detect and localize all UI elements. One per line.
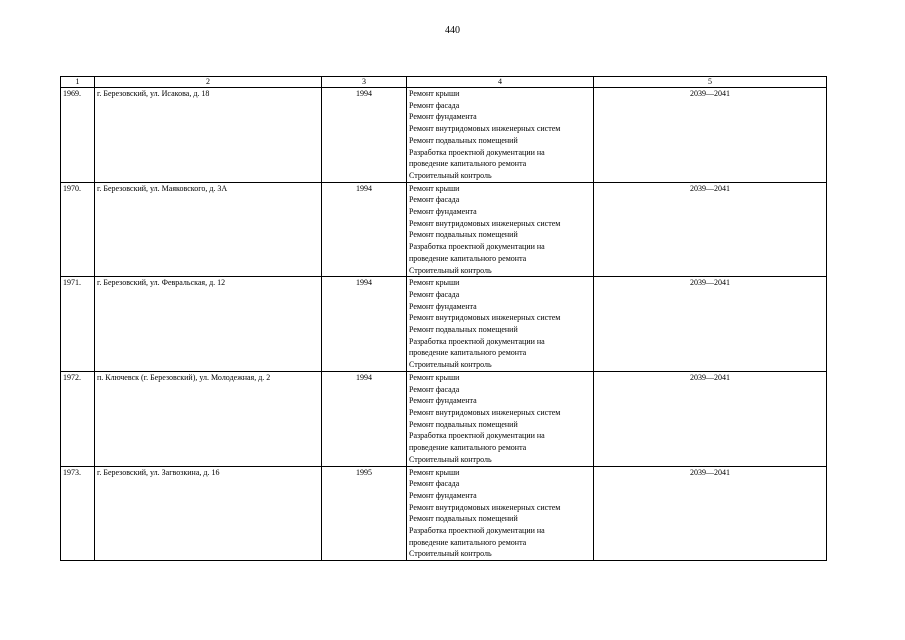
header-row xyxy=(61,77,827,88)
work-item: Ремонт фасада xyxy=(409,289,460,299)
work-item: Ремонт фундамента xyxy=(409,396,477,406)
year-cell: 1994 xyxy=(322,277,407,372)
work-item: Разработка проектной документации на xyxy=(409,147,545,157)
works-cell xyxy=(407,466,594,561)
column-header: 2 xyxy=(95,77,322,88)
work-item: Разработка проектной документации на xyxy=(409,336,545,346)
address-cell: г. Березовский, ул. Загвозкина, д. 16 xyxy=(95,466,322,561)
work-item: Ремонт фасада xyxy=(409,384,460,394)
year-cell: 1994 xyxy=(322,182,407,277)
work-item: Строительный контроль xyxy=(409,170,492,180)
address-cell: г. Березовский, ул. Исакова, д. 18 xyxy=(95,88,322,183)
work-item: Ремонт крыши xyxy=(409,372,460,382)
year-cell: 1994 xyxy=(322,88,407,183)
column-header: 4 xyxy=(407,77,594,88)
table-body xyxy=(61,88,827,561)
table-row xyxy=(61,277,827,372)
work-item: Ремонт внутридомовых инженерных систем xyxy=(409,124,561,134)
table-row xyxy=(61,182,827,277)
work-item: Ремонт фасада xyxy=(409,100,460,110)
page-number: 440 xyxy=(445,25,460,36)
address-cell: п. Ключевск (г. Березовский), ул. Молодежная, д. 2 xyxy=(95,371,322,466)
work-item: Строительный контроль xyxy=(409,454,492,464)
works-cell xyxy=(407,182,594,277)
table-row xyxy=(61,371,827,466)
work-item: проведение капитального ремонта xyxy=(409,443,527,453)
work-item: Ремонт фундамента xyxy=(409,301,477,311)
row-number-cell: 1970. xyxy=(61,182,95,277)
work-item: Ремонт фасада xyxy=(409,479,460,489)
work-item: Ремонт внутридомовых инженерных систем xyxy=(409,407,561,417)
work-item: Разработка проектной документации на xyxy=(409,526,545,536)
work-item: проведение капитального ремонта xyxy=(409,537,527,547)
work-item: Разработка проектной документации на xyxy=(409,431,545,441)
row-number-cell: 1971. xyxy=(61,277,95,372)
period-cell: 2039—2041 xyxy=(594,277,827,372)
work-item: Разработка проектной документации на xyxy=(409,242,545,252)
repair-schedule-table xyxy=(60,76,827,561)
row-number-cell: 1972. xyxy=(61,371,95,466)
work-item: Ремонт фасада xyxy=(409,195,460,205)
work-item: Ремонт крыши xyxy=(409,183,460,193)
work-item: Ремонт крыши xyxy=(409,278,460,288)
work-item: Строительный контроль xyxy=(409,265,492,275)
year-cell: 1995 xyxy=(322,466,407,561)
work-item: Ремонт внутридомовых инженерных систем xyxy=(409,502,561,512)
row-number-cell: 1973. xyxy=(61,466,95,561)
address-cell: г. Березовский, ул. Маяковского, д. 3А xyxy=(95,182,322,277)
work-item: Ремонт подвальных помещений xyxy=(409,325,518,335)
work-item: Ремонт внутридомовых инженерных систем xyxy=(409,313,561,323)
works-cell xyxy=(407,277,594,372)
column-header: 3 xyxy=(322,77,407,88)
work-item: Ремонт подвальных помещений xyxy=(409,514,518,524)
year-cell: 1994 xyxy=(322,371,407,466)
work-item: Ремонт подвальных помещений xyxy=(409,230,518,240)
period-cell: 2039—2041 xyxy=(594,182,827,277)
works-cell xyxy=(407,88,594,183)
column-header: 5 xyxy=(594,77,827,88)
work-item: Ремонт крыши xyxy=(409,467,460,477)
address-cell: г. Березовский, ул. Февральская, д. 12 xyxy=(95,277,322,372)
work-item: Ремонт фундамента xyxy=(409,207,477,217)
works-cell xyxy=(407,371,594,466)
work-item: Ремонт фундамента xyxy=(409,112,477,122)
work-item: проведение капитального ремонта xyxy=(409,348,527,358)
work-item: проведение капитального ремонта xyxy=(409,253,527,263)
column-header: 1 xyxy=(61,77,95,88)
work-item: Строительный контроль xyxy=(409,360,492,370)
work-item: Ремонт подвальных помещений xyxy=(409,419,518,429)
table-row xyxy=(61,88,827,183)
period-cell: 2039—2041 xyxy=(594,371,827,466)
work-item: Ремонт подвальных помещений xyxy=(409,135,518,145)
work-item: Ремонт фундамента xyxy=(409,490,477,500)
row-number-cell: 1969. xyxy=(61,88,95,183)
period-cell: 2039—2041 xyxy=(594,88,827,183)
work-item: проведение капитального ремонта xyxy=(409,159,527,169)
period-cell: 2039—2041 xyxy=(594,466,827,561)
table-row xyxy=(61,466,827,561)
work-item: Ремонт крыши xyxy=(409,89,460,98)
work-item: Ремонт внутридомовых инженерных систем xyxy=(409,218,561,228)
work-item: Строительный контроль xyxy=(409,549,492,559)
